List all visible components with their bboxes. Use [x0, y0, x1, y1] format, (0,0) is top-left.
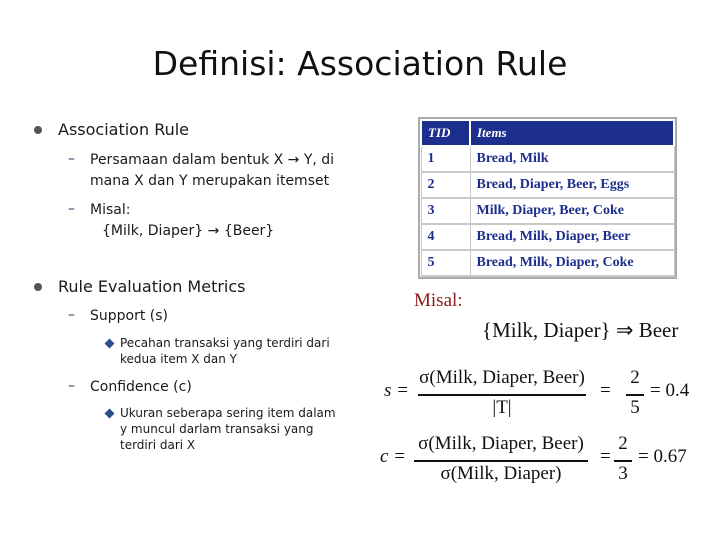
cell-items: Bread, Milk — [470, 146, 674, 172]
confidence-lhs: c = — [380, 446, 407, 467]
cell-tid: 1 — [421, 146, 470, 172]
cell-items: Bread, Milk, Diaper, Beer — [470, 224, 674, 250]
dash-marker: – — [68, 378, 75, 394]
confidence-value-numerator: 2 — [618, 433, 628, 454]
cell-tid: 3 — [421, 198, 470, 224]
table-row — [421, 146, 674, 172]
bullet-association-rule: Association Rule — [58, 120, 190, 139]
confidence-numerator: σ(Milk, Diaper, Beer) — [418, 433, 584, 454]
bullet-rule-evaluation-metrics: Rule Evaluation Metrics — [58, 277, 246, 296]
table-row — [421, 172, 674, 198]
cell-tid: 2 — [421, 172, 470, 198]
table-header-row — [421, 120, 674, 146]
cell-tid: 5 — [421, 250, 470, 276]
confidence-result: = 0.67 — [638, 446, 687, 467]
dash-marker: – — [68, 201, 75, 217]
table-row — [421, 224, 674, 250]
example-heading: Misal: — [414, 290, 463, 311]
support-lhs: s = — [384, 380, 409, 401]
diamond-marker — [105, 339, 115, 349]
cell-items: Bread, Milk, Diaper, Coke — [470, 250, 674, 276]
support-value-denominator: 5 — [630, 397, 640, 418]
confidence-detail-line-3: terdiri dari X — [120, 438, 196, 452]
bullet-dot — [34, 126, 42, 134]
support-numerator: σ(Milk, Diaper, Beer) — [419, 367, 585, 388]
support-value-bar — [626, 394, 644, 396]
support-result: = 0.4 — [650, 380, 690, 401]
support-detail-line-2: kedua item X dan Y — [120, 352, 237, 366]
dash-marker: – — [68, 151, 75, 167]
diamond-marker — [105, 409, 115, 419]
support-detail-line-1: Pecahan transaksi yang terdiri dari — [120, 336, 330, 350]
confidence-equals: = — [600, 446, 611, 467]
example-rule: {Milk, Diaper} → {Beer} — [102, 223, 275, 239]
confidence-value-denominator: 3 — [618, 463, 628, 484]
slide-title: Definisi: Association Rule — [152, 44, 568, 83]
confidence-value-bar — [614, 460, 632, 462]
example-label: Misal: — [90, 202, 131, 218]
confidence-detail-line-1: Ukuran seberapa sering item dalam — [120, 406, 336, 420]
confidence-fraction-bar — [414, 460, 588, 462]
support-fraction-bar — [418, 394, 586, 396]
transactions-table — [420, 119, 675, 277]
cell-items: Bread, Diaper, Beer, Eggs — [470, 172, 674, 198]
example-rule-formula: {Milk, Diaper} ⇒ Beer — [482, 318, 679, 342]
bullet-dot — [34, 283, 42, 291]
support-equals: = — [600, 380, 611, 401]
definition-line-1: Persamaan dalam bentuk X → Y, di — [90, 152, 335, 168]
cell-tid: 4 — [421, 224, 470, 250]
confidence-denominator: σ(Milk, Diaper) — [440, 463, 562, 484]
table-row — [421, 250, 674, 276]
dash-marker: – — [68, 307, 75, 323]
support-value-numerator: 2 — [630, 367, 640, 388]
confidence-detail-line-2: y muncul darlam transaksi yang — [120, 422, 314, 436]
support-denominator: |T| — [492, 397, 512, 418]
header-tid: TID — [421, 120, 470, 146]
cell-items: Milk, Diaper, Beer, Coke — [470, 198, 674, 224]
confidence-heading: Confidence (c) — [90, 379, 192, 395]
header-items: Items — [470, 120, 674, 146]
support-heading: Support (s) — [90, 308, 169, 324]
table-row — [421, 198, 674, 224]
definition-line-2: mana X dan Y merupakan itemset — [90, 173, 330, 189]
